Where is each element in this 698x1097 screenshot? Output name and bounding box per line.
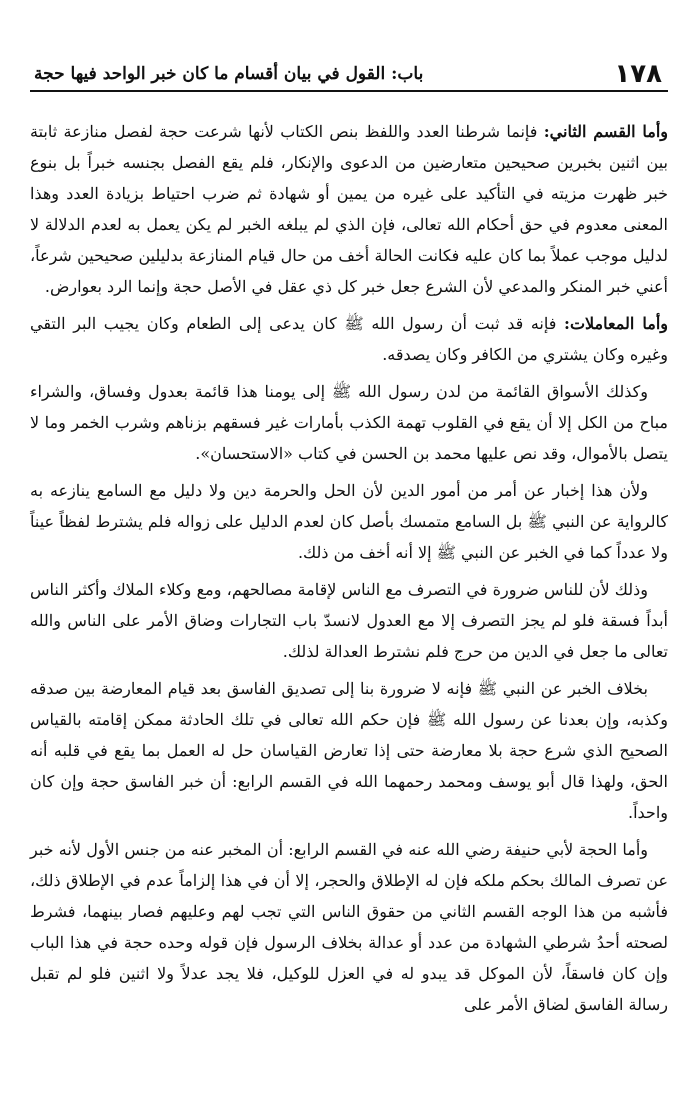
paragraph-markets [30, 376, 668, 469]
paragraph-text: فإنما شرطنا العدد واللفظ بنص الكتاب لأنها شرعت حجة لفصل منازعة ثابتة بين اثنين بخبرين صحيحين متعارضين من الدعوى والإنكار، فلم يقع الفصل بجنسه خبراً بل بنوع خبر ظهرت مزيته في التأكيد على غيره من يمين أو شهادة ثم ضرب احتياط بزيادة العدد وهذا المعنى معدوم في حق أحكام الله تعالى، فإن الذي لم يبلغه الخبر لم يكن يعمل به لعدم الدلالة لا لدليل موجب عملاً بما كان عليه فكانت الحالة أخف من حال قيام المنازعة بدليلين صحيحين شرعاً، أعني خبر المنكر والمدعي لأن الشرع جعل خبر كل ذي عقل في الأصل حجة وإنما الرد بعوارض. [30, 122, 668, 296]
paragraph-lead: وأما المعاملات: [564, 314, 669, 333]
paragraph-prophet-report [30, 673, 668, 828]
paragraph-text: فإنه قد ثبت أن رسول الله ﷺ كان يدعى إلى الطعام وكان يجيب البر التقي وغيره وكان يشتري من الكافر وكان يصدقه. [30, 314, 668, 364]
paragraph-text: وأما الحجة لأبي حنيفة رضي الله عنه في القسم الرابع: أن المخبر عنه من جنس الأول لأنه خبر عن تصرف المالك بحكم ملكه فإن له الإطلاق والحجر، إلا أن في هذا إلزاماً عدم في الإطلاق ذلك، فأشبه من هذا الوجه القسم الثاني من حقوق الناس التي تجب لهم وعليهم فصار بينهما، فشرط لصحته أحدُ شرطي الشهادة من عدد أو عدالة بخلاف الرسول فإن قوله وحده حجة في هذا الباب وإن كان فاسقاً، لأن الموكل قد يبدو له في العزل للوكيل، فلا يجد عدلاً ولا اثنين فلو لم تقبل رسالة الفاسق لضاق الأمر على [30, 840, 668, 1014]
page-number: ١٧٨ [614, 59, 662, 89]
running-header [30, 58, 668, 92]
paragraph-necessity [30, 574, 668, 667]
paragraph-abu-hanifa-argument [30, 834, 668, 1020]
paragraph-text: وذلك لأن للناس ضرورة في التصرف مع الناس لإقامة مصالحهم، ومع وكلاء الملاك وأكثر الناس أبداً فسقة فلو لم يجز التصرف إلا مع العدول لانسدّ باب التجارات وضاق الأمر على الناس والله تعالى ما جعل في الدين من حرج فلم نشترط العدالة لذلك. [30, 580, 668, 661]
paragraph-second-division [30, 116, 668, 302]
paragraph-lead: وأما القسم الثاني: [543, 122, 669, 141]
paragraph-text: ولأن هذا إخبار عن أمر من أمور الدين لأن الحل والحرمة دين ولا دليل مع السامع ينازعه به كالرواية عن النبي ﷺ بل السامع متمسك بأصل كان لعدم الدليل على زواله فلم يشترط لفظاً عيناً ولا عدداً كما في الخبر عن النبي ﷺ إلا أنه أخف من ذلك. [30, 481, 668, 562]
running-title: باب: القول في بيان أقسام ما كان خبر الواحد فيها حجة [34, 64, 424, 84]
paragraph-religious-report [30, 475, 668, 568]
paragraph-text: وكذلك الأسواق القائمة من لدن رسول الله ﷺ إلى يومنا هذا قائمة بعدول وفساق، والشراء مباح من الكل إلا أن يقع في القلوب تهمة الكذب بأمارات غير فسقهم بزناهم وشرب الخمر وما لا يتصل بالأموال، وقد نص عليها محمد بن الحسن في كتاب «الاستحسان». [30, 382, 668, 463]
paragraph-text: بخلاف الخبر عن النبي ﷺ فإنه لا ضرورة بنا إلى تصديق الفاسق بعد قيام المعارضة بين صدقه وكذبه، وإن بعدنا عن رسول الله ﷺ فإن حكم الله تعالى في تلك الحادثة ممكن إقامته بالقياس الصحيح الذي شرع حجة بلا معارضة حتى إذا تعارض القياسان حل له العمل بما يقع في قلبه أنه الحق، ولهذا قال أبو يوسف ومحمد رحمهما الله في القسم الرابع: أن خبر الفاسق حجة وإن كان واحداً. [30, 679, 669, 822]
paragraph-transactions [30, 308, 668, 370]
body-text [30, 116, 668, 1026]
